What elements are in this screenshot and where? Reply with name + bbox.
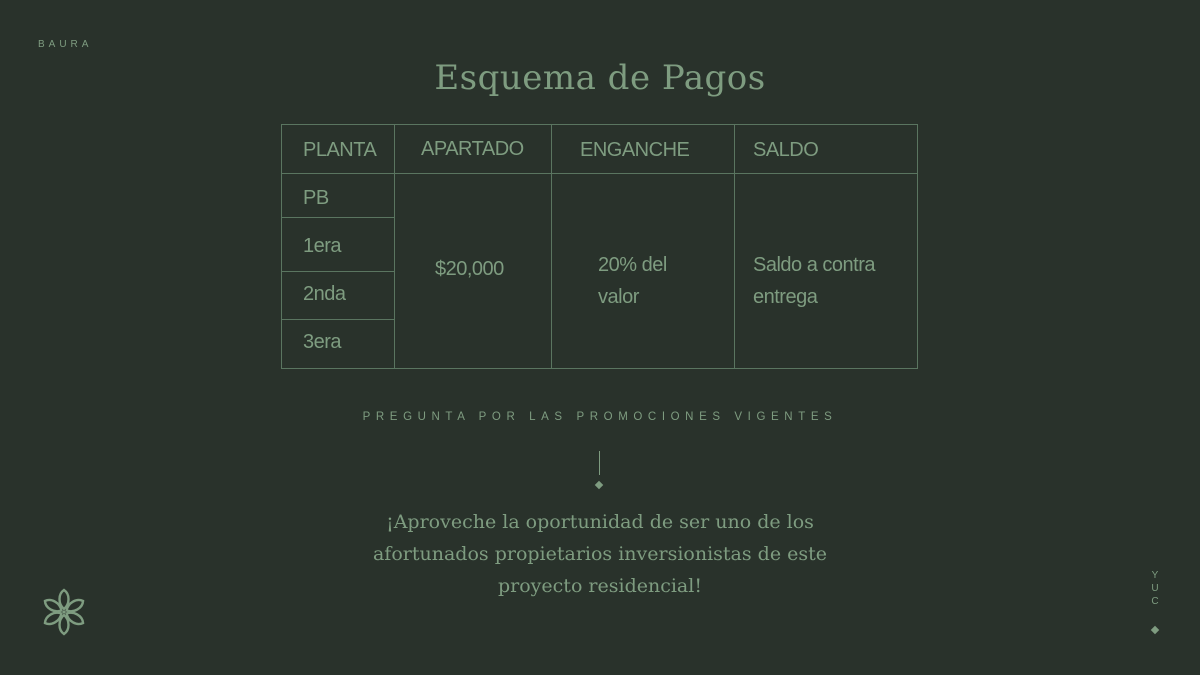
header-saldo: SALDO (753, 139, 819, 161)
table-col-divider (551, 125, 552, 368)
enganche-value: 20% del valor (598, 254, 667, 308)
side-letter: U (1151, 583, 1159, 594)
side-letter: C (1151, 596, 1159, 607)
header-planta: PLANTA (303, 139, 377, 161)
divider-stem (599, 451, 600, 475)
planta-3era: 3era (303, 331, 342, 353)
header-apartado: APARTADO (421, 138, 524, 160)
promo-text: PREGUNTA POR LAS PROMOCIONES VIGENTES (362, 411, 838, 423)
diamond-icon (595, 481, 603, 489)
brand-label: BAURA (38, 39, 93, 50)
page-title: Esquema de Pagos (434, 58, 766, 98)
planta-2nda: 2nda (303, 283, 346, 305)
planta-pb: PB (303, 187, 329, 209)
table-header-divider (282, 173, 917, 174)
table-row-divider (282, 217, 394, 218)
header-enganche: ENGANCHE (580, 139, 690, 161)
apartado-value: $20,000 (435, 258, 504, 280)
diamond-icon (1151, 626, 1159, 634)
table-row-divider (282, 319, 394, 320)
payment-table (281, 124, 918, 369)
planta-1era: 1era (303, 235, 342, 257)
tagline: ¡Aproveche la oportunidad de ser uno de los afortunados propietarios inversionistas de este proyecto residencial! (372, 511, 827, 597)
table-col-divider (394, 125, 395, 368)
side-label (1150, 569, 1160, 608)
saldo-value: Saldo a contra entrega (753, 254, 875, 308)
table-row-divider (282, 271, 394, 272)
floral-monogram-icon (38, 587, 90, 637)
table-col-divider (734, 125, 735, 368)
side-letter: Y (1151, 570, 1159, 581)
